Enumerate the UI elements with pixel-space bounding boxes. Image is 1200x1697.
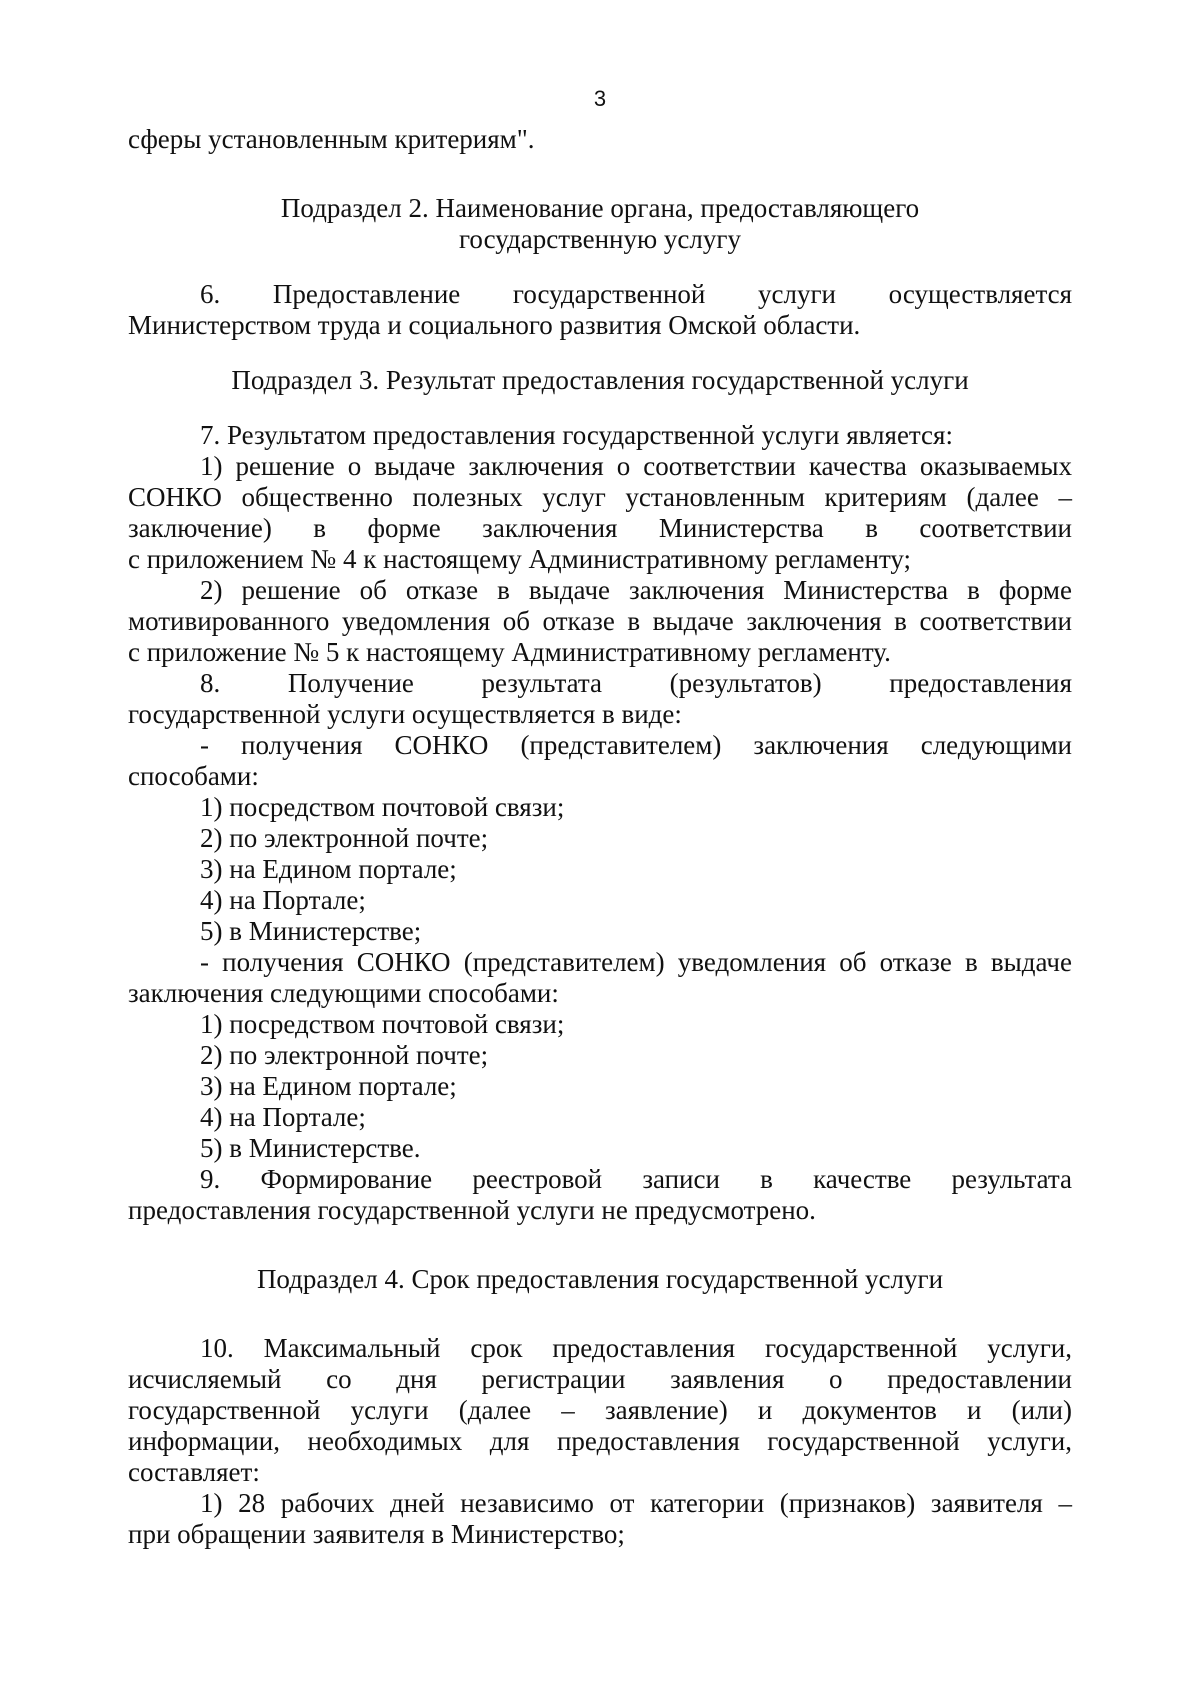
item-7-1-line-1: 1) решение о выдаче заключения о соответствии качества оказываемых: [200, 451, 1072, 481]
item-10-1-line-1: 1) 28 рабочих дней независимо от категории (признаков) заявителя –: [200, 1488, 1072, 1518]
item-7-1-line-3: заключение) в форме заключения Министерства в соответствии: [128, 513, 1072, 543]
method-b-4: 4) на Портале;: [200, 1102, 366, 1132]
item-8-a-line-2: способами:: [128, 761, 259, 791]
item-10-1-line-2: при обращении заявителя в Министерство;: [128, 1519, 625, 1549]
item-9-line-2: предоставления государственной услуги не предусмотрено.: [128, 1195, 816, 1225]
item-10-line-4: информации, необходимых для предоставления государственной услуги,: [128, 1426, 1072, 1456]
item-6-line-1: 6. Предоставление государственной услуги осуществляется: [200, 279, 1072, 309]
item-8-b-line-1: - получения СОНКО (представителем) уведомления об отказе в выдаче: [200, 947, 1072, 977]
item-7-1-line-2: СОНКО общественно полезных услуг установленным критериям (далее –: [128, 482, 1072, 512]
item-6-line-2: Министерством труда и социального развития Омской области.: [128, 310, 861, 340]
item-10-line-3: государственной услуги (далее – заявление) и документов и (или): [128, 1395, 1072, 1425]
document-body: [128, 124, 1072, 1550]
item-7-1-line-4: с приложением № 4 к настоящему Административному регламенту;: [128, 544, 912, 574]
item-8-line-2: государственной услуги осуществляется в виде:: [128, 699, 682, 729]
item-7-2-line-2: мотивированного уведомления об отказе в выдаче заключения в соответствии: [128, 606, 1072, 636]
intro-line: сферы установленным критериям".: [128, 124, 535, 154]
method-b-1: 1) посредством почтовой связи;: [200, 1009, 565, 1039]
subsection-3-heading: Подраздел 3. Результат предоставления государственной услуги: [231, 365, 969, 395]
subsection-2-heading-line-2: государственную услугу: [459, 224, 741, 254]
item-10-line-2: исчисляемый со дня регистрации заявления о предоставлении: [128, 1364, 1072, 1394]
method-a-2: 2) по электронной почте;: [200, 823, 489, 853]
method-a-3: 3) на Едином портале;: [200, 854, 457, 884]
item-7-2-line-1: 2) решение об отказе в выдаче заключения Министерства в форме: [200, 575, 1072, 605]
method-a-1: 1) посредством почтовой связи;: [200, 792, 565, 822]
item-10-line-1: 10. Максимальный срок предоставления государственной услуги,: [200, 1333, 1072, 1363]
page-number: 3: [593, 86, 607, 111]
item-9-line-1: 9. Формирование реестровой записи в качестве результата: [200, 1164, 1072, 1194]
subsection-4-heading: Подраздел 4. Срок предоставления государственной услуги: [256, 1264, 944, 1294]
item-7-2-line-3: с приложение № 5 к настоящему Административному регламенту.: [128, 637, 891, 667]
method-a-4: 4) на Портале;: [200, 885, 366, 915]
method-b-2: 2) по электронной почте;: [200, 1040, 489, 1070]
item-8-line-1: 8. Получение результата (результатов) предоставления: [200, 668, 1072, 698]
item-7-title: 7. Результатом предоставления государственной услуги является:: [200, 420, 953, 450]
method-b-5: 5) в Министерстве.: [200, 1133, 421, 1163]
item-10-line-5: составляет:: [128, 1457, 260, 1487]
item-8-b-line-2: заключения следующими способами:: [128, 978, 559, 1008]
item-8-a-line-1: - получения СОНКО (представителем) заключения следующими: [200, 730, 1072, 760]
method-b-3: 3) на Едином портале;: [200, 1071, 457, 1101]
method-a-5: 5) в Министерстве;: [200, 916, 422, 946]
subsection-2-heading-line-1: Подраздел 2. Наименование органа, предоставляющего: [280, 193, 920, 223]
